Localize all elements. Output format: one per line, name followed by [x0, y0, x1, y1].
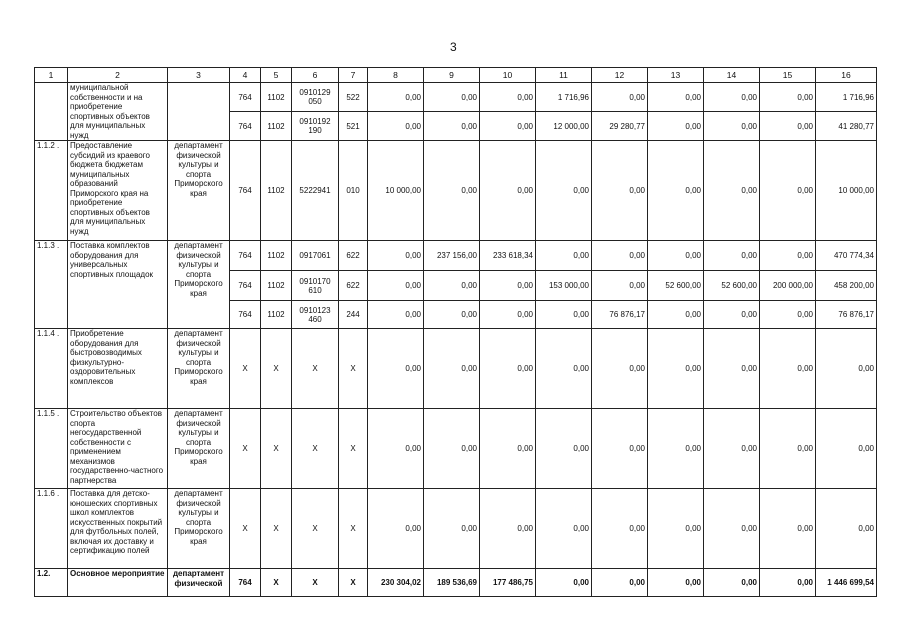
cell-col-14: 0,00	[704, 112, 760, 141]
cell-col-5: 1102	[261, 112, 292, 141]
table-row	[35, 83, 877, 112]
cell-col-7: 521	[339, 112, 368, 141]
cell-col-11: 0,00	[536, 329, 592, 409]
column-header-13: 13	[648, 68, 704, 83]
cell-col-12: 0,00	[592, 83, 648, 112]
cell-col-7: 010	[339, 141, 368, 241]
cell-col-7: X	[339, 329, 368, 409]
column-header-11: 11	[536, 68, 592, 83]
cell-col-6: 0910123 460	[292, 301, 339, 329]
cell-col-11: 0,00	[536, 409, 592, 489]
cell-col-16: 0,00	[816, 489, 877, 569]
cell-col-11: 153 000,00	[536, 271, 592, 301]
cell-col-16: 470 774,34	[816, 241, 877, 271]
cell-col-16: 1 446 699,54	[816, 569, 877, 597]
cell-col-13: 0,00	[648, 409, 704, 489]
cell-col-13: 0,00	[648, 569, 704, 597]
cell-col-14: 52 600,00	[704, 271, 760, 301]
cell-col-4: X	[230, 409, 261, 489]
table-row	[35, 569, 877, 597]
cell-col-5: X	[261, 489, 292, 569]
cell-col-10: 0,00	[480, 112, 536, 141]
row-department: департамент физической	[168, 569, 230, 597]
cell-col-8: 0,00	[368, 489, 424, 569]
table-row	[35, 489, 877, 569]
cell-col-9: 189 536,69	[424, 569, 480, 597]
row-department: департамент физической культуры и спорта Приморского края	[168, 489, 230, 569]
cell-col-14: 0,00	[704, 241, 760, 271]
table-body	[35, 83, 877, 597]
row-number	[35, 83, 68, 141]
cell-col-9: 0,00	[424, 141, 480, 241]
cell-col-14: 0,00	[704, 409, 760, 489]
cell-col-13: 0,00	[648, 83, 704, 112]
table-row	[35, 409, 877, 489]
cell-col-10: 233 618,34	[480, 241, 536, 271]
cell-col-8: 10 000,00	[368, 141, 424, 241]
cell-col-16: 0,00	[816, 409, 877, 489]
cell-col-5: X	[261, 329, 292, 409]
cell-col-5: X	[261, 409, 292, 489]
row-department: департамент физической культуры и спорта Приморского края	[168, 409, 230, 489]
cell-col-6: 0910170 610	[292, 271, 339, 301]
cell-col-16: 0,00	[816, 329, 877, 409]
row-number: 1.1.5 .	[35, 409, 68, 489]
column-header-7: 7	[339, 68, 368, 83]
cell-col-4: X	[230, 329, 261, 409]
cell-col-10: 0,00	[480, 301, 536, 329]
cell-col-11: 0,00	[536, 489, 592, 569]
column-header-4: 4	[230, 68, 261, 83]
cell-col-13: 0,00	[648, 112, 704, 141]
column-header-8: 8	[368, 68, 424, 83]
cell-col-11: 0,00	[536, 301, 592, 329]
row-number: 1.1.6 .	[35, 489, 68, 569]
cell-col-10: 177 486,75	[480, 569, 536, 597]
cell-col-8: 0,00	[368, 301, 424, 329]
row-number: 1.1.4 .	[35, 329, 68, 409]
page-number: 3	[450, 40, 457, 54]
cell-col-4: 764	[230, 569, 261, 597]
cell-col-14: 0,00	[704, 489, 760, 569]
column-header-5: 5	[261, 68, 292, 83]
cell-col-8: 0,00	[368, 241, 424, 271]
cell-col-6: 0910192 190	[292, 112, 339, 141]
cell-col-7: X	[339, 409, 368, 489]
cell-col-7: 622	[339, 241, 368, 271]
cell-col-14: 0,00	[704, 83, 760, 112]
cell-col-7: X	[339, 489, 368, 569]
cell-col-6: X	[292, 329, 339, 409]
cell-col-7: 622	[339, 271, 368, 301]
cell-col-9: 0,00	[424, 489, 480, 569]
cell-col-10: 0,00	[480, 141, 536, 241]
cell-col-15: 0,00	[760, 569, 816, 597]
cell-col-9: 0,00	[424, 271, 480, 301]
row-title: Строительство объектов спорта негосударственной собственности с применением механизмов государственно-частного партнерства	[68, 409, 168, 489]
cell-col-15: 0,00	[760, 141, 816, 241]
cell-col-5: 1102	[261, 301, 292, 329]
column-header-10: 10	[480, 68, 536, 83]
cell-col-10: 0,00	[480, 409, 536, 489]
cell-col-12: 0,00	[592, 489, 648, 569]
table-row	[35, 141, 877, 241]
row-number: 1.1.3 .	[35, 241, 68, 329]
cell-col-14: 0,00	[704, 569, 760, 597]
cell-col-15: 0,00	[760, 112, 816, 141]
cell-col-11: 0,00	[536, 241, 592, 271]
cell-col-12: 0,00	[592, 329, 648, 409]
cell-col-13: 0,00	[648, 489, 704, 569]
column-header-15: 15	[760, 68, 816, 83]
column-header-6: 6	[292, 68, 339, 83]
cell-col-9: 237 156,00	[424, 241, 480, 271]
column-header-9: 9	[424, 68, 480, 83]
column-header-12: 12	[592, 68, 648, 83]
cell-col-12: 0,00	[592, 409, 648, 489]
cell-col-8: 0,00	[368, 271, 424, 301]
cell-col-4: 764	[230, 112, 261, 141]
cell-col-16: 1 716,96	[816, 83, 877, 112]
row-department: департамент физической культуры и спорта Приморского края	[168, 329, 230, 409]
table-row	[35, 241, 877, 271]
cell-col-11: 0,00	[536, 141, 592, 241]
cell-col-12: 0,00	[592, 271, 648, 301]
row-title: Предоставление субсидий из краевого бюджета бюджетам муниципальных образований Приморского края на приобретение спортивных объектов для муниципальных нужд	[68, 141, 168, 241]
cell-col-8: 0,00	[368, 112, 424, 141]
cell-col-15: 0,00	[760, 241, 816, 271]
column-header-1: 1	[35, 68, 68, 83]
column-header-3: 3	[168, 68, 230, 83]
cell-col-9: 0,00	[424, 112, 480, 141]
cell-col-13: 0,00	[648, 141, 704, 241]
cell-col-14: 0,00	[704, 141, 760, 241]
row-title: муниципальной собственности и на приобретение спортивных объектов для муниципальных нужд	[68, 83, 168, 141]
cell-col-4: 764	[230, 141, 261, 241]
cell-col-11: 12 000,00	[536, 112, 592, 141]
cell-col-15: 0,00	[760, 489, 816, 569]
cell-col-5: 1102	[261, 141, 292, 241]
cell-col-10: 0,00	[480, 271, 536, 301]
column-header-14: 14	[704, 68, 760, 83]
cell-col-10: 0,00	[480, 329, 536, 409]
header-row	[35, 68, 877, 83]
cell-col-15: 0,00	[760, 329, 816, 409]
cell-col-7: 244	[339, 301, 368, 329]
cell-col-8: 230 304,02	[368, 569, 424, 597]
cell-col-15: 0,00	[760, 83, 816, 112]
cell-col-5: 1102	[261, 271, 292, 301]
cell-col-10: 0,00	[480, 83, 536, 112]
cell-col-15: 0,00	[760, 301, 816, 329]
cell-col-6: X	[292, 409, 339, 489]
cell-col-12: 0,00	[592, 241, 648, 271]
row-title: Поставка для детско-юношеских спортивных школ комплектов искусственных покрытий для футбольных полей, включая их доставку и сертификацию полей	[68, 489, 168, 569]
cell-col-16: 76 876,17	[816, 301, 877, 329]
cell-col-15: 200 000,00	[760, 271, 816, 301]
cell-col-12: 76 876,17	[592, 301, 648, 329]
column-header-2: 2	[68, 68, 168, 83]
cell-col-6: X	[292, 569, 339, 597]
cell-col-6: 0917061	[292, 241, 339, 271]
cell-col-6: 0910129 050	[292, 83, 339, 112]
row-title: Поставка комплектов оборудования для универсальных спортивных площадок	[68, 241, 168, 329]
column-header-16: 16	[816, 68, 877, 83]
cell-col-16: 41 280,77	[816, 112, 877, 141]
row-number: 1.2.	[35, 569, 68, 597]
row-title: Приобретение оборудования для быстровозводимых физкультурно-оздоровительных комплексов	[68, 329, 168, 409]
cell-col-12: 29 280,77	[592, 112, 648, 141]
cell-col-4: 764	[230, 83, 261, 112]
cell-col-9: 0,00	[424, 83, 480, 112]
cell-col-4: 764	[230, 301, 261, 329]
cell-col-7: 522	[339, 83, 368, 112]
cell-col-4: X	[230, 489, 261, 569]
row-department	[168, 83, 230, 141]
cell-col-9: 0,00	[424, 409, 480, 489]
cell-col-6: 5222941	[292, 141, 339, 241]
cell-col-14: 0,00	[704, 301, 760, 329]
cell-col-11: 1 716,96	[536, 83, 592, 112]
cell-col-14: 0,00	[704, 329, 760, 409]
cell-col-10: 0,00	[480, 489, 536, 569]
row-department: департамент физической культуры и спорта Приморского края	[168, 141, 230, 241]
table-header	[35, 68, 877, 83]
cell-col-16: 10 000,00	[816, 141, 877, 241]
cell-col-8: 0,00	[368, 329, 424, 409]
cell-col-5: 1102	[261, 241, 292, 271]
cell-col-13: 0,00	[648, 241, 704, 271]
cell-col-8: 0,00	[368, 409, 424, 489]
cell-col-8: 0,00	[368, 83, 424, 112]
row-department: департамент физической культуры и спорта Приморского края	[168, 241, 230, 329]
cell-col-11: 0,00	[536, 569, 592, 597]
cell-col-12: 0,00	[592, 141, 648, 241]
cell-col-4: 764	[230, 271, 261, 301]
table-row	[35, 329, 877, 409]
cell-col-5: X	[261, 569, 292, 597]
budget-table	[34, 67, 877, 597]
cell-col-5: 1102	[261, 83, 292, 112]
row-title: Основное мероприятие	[68, 569, 168, 597]
cell-col-15: 0,00	[760, 409, 816, 489]
row-number: 1.1.2 .	[35, 141, 68, 241]
cell-col-13: 0,00	[648, 301, 704, 329]
cell-col-4: 764	[230, 241, 261, 271]
cell-col-16: 458 200,00	[816, 271, 877, 301]
cell-col-13: 0,00	[648, 329, 704, 409]
cell-col-13: 52 600,00	[648, 271, 704, 301]
cell-col-7: X	[339, 569, 368, 597]
cell-col-9: 0,00	[424, 329, 480, 409]
cell-col-9: 0,00	[424, 301, 480, 329]
cell-col-12: 0,00	[592, 569, 648, 597]
cell-col-6: X	[292, 489, 339, 569]
